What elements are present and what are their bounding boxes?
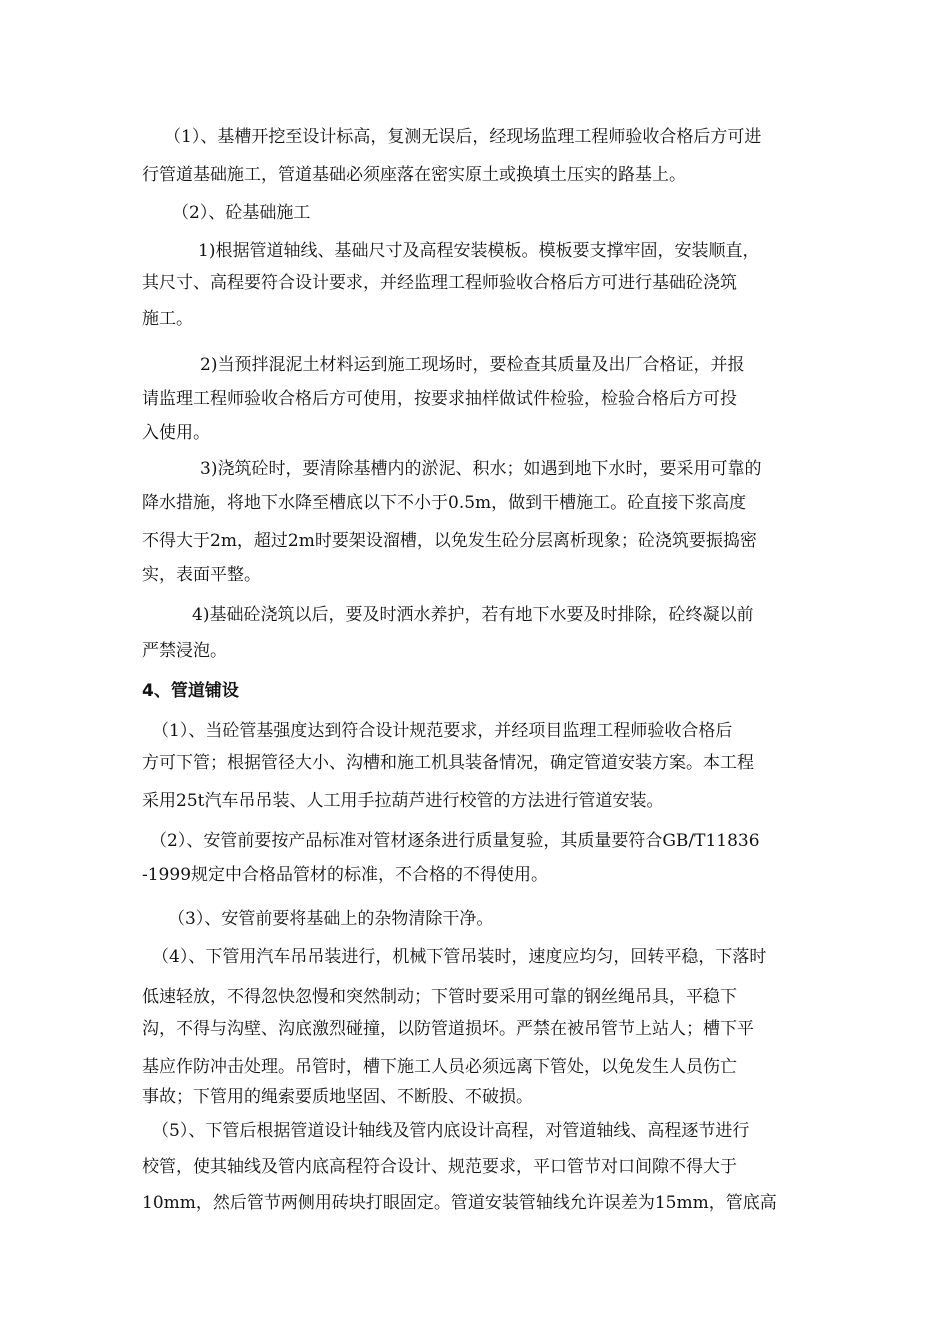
paragraph-line: 行管道基础施工，管道基础必须座落在密实原土或换填土压实的路基上。 — [142, 165, 686, 185]
paragraph-line: 降水措施，将地下水降至槽底以下不小于0.5m，做到干槽施工。砼直接下浆高度 — [142, 493, 747, 513]
paragraph-line: 4)基础砼浇筑以后，要及时洒水养护，若有地下水要及时排除，砼终凝以前 — [192, 605, 754, 625]
paragraph-line: （3）、安管前要将基础上的杂物清除干净。 — [168, 909, 494, 929]
paragraph-line: 其尺寸、高程要符合设计要求，并经监理工程师验收合格后方可进行基础砼浇筑 — [142, 273, 737, 293]
paragraph-line: 不得大于2m，超过2m时要架设溜槽，以免发生砼分层离析现象；砼浇筑要振捣密 — [142, 531, 757, 551]
paragraph-line: -1999规定中合格品管材的标准，不合格的不得使用。 — [142, 865, 549, 885]
paragraph-line: 入使用。 — [142, 423, 210, 443]
paragraph-line: 严禁浸泡。 — [142, 641, 227, 661]
paragraph-line: （5）、下管后根据管道设计轴线及管内底设计高程，对管道轴线、高程逐节进行 — [152, 1121, 750, 1141]
paragraph-line: 沟，不得与沟壁、沟底激烈碰撞，以防管道损坏。严禁在被吊管节上站人；槽下平 — [142, 1019, 754, 1039]
paragraph-line: （1）、基槽开挖至设计标高，复测无误后，经现场监理工程师验收合格后方可进 — [164, 127, 762, 147]
paragraph-line: 低速轻放，不得忽快忽慢和突然制动；下管时要采用可靠的钢丝绳吊具，平稳下 — [142, 987, 737, 1007]
paragraph-line: （2）、安管前要按产品标准对管材逐条进行质量复验，其质量要符合GB/T11836 — [150, 831, 760, 851]
paragraph-line: （2）、砼基础施工 — [172, 203, 311, 223]
paragraph-line: 校管，使其轴线及管内底高程符合设计、规范要求，平口管节对口间隙不得大于 — [142, 1157, 737, 1177]
paragraph-line: 事故；下管用的绳索要质地坚固、不断股、不破损。 — [142, 1087, 533, 1107]
paragraph-line: 施工。 — [142, 309, 193, 329]
section-heading: 4、管道铺设 — [142, 681, 239, 701]
paragraph-line: 1)根据管道轴线、基础尺寸及高程安装模板。模板要支撑牢固，安装顺直， — [198, 241, 760, 261]
paragraph-line: 2)当预拌混泥土材料运到施工现场时，要检查其质量及出厂合格证，并报 — [200, 355, 745, 375]
paragraph-line: 实，表面平整。 — [142, 565, 261, 585]
paragraph-line: （1）、当砼管基强度达到符合设计规范要求，并经项目监理工程师验收合格后 — [152, 721, 733, 741]
paragraph-line: 10mm，然后管节两侧用砖块打眼固定。管道安装管轴线允许误差为15mm，管底高 — [142, 1193, 777, 1213]
paragraph-line: 3)浇筑砼时，要清除基槽内的淤泥、积水；如遇到地下水时，要采用可靠的 — [200, 459, 762, 479]
paragraph-line: （4）、下管用汽车吊吊装进行，机械下管吊装时，速度应均匀，回转平稳，下落时 — [152, 947, 767, 967]
paragraph-line: 采用25t汽车吊吊装、人工用手拉葫芦进行校管的方法进行管道安装。 — [142, 791, 664, 811]
paragraph-line: 请监理工程师验收合格后方可使用，按要求抽样做试件检验，检验合格后方可投 — [142, 389, 737, 409]
paragraph-line: 方可下管；根据管径大小、沟槽和施工机具装备情况，确定管道安装方案。本工程 — [142, 753, 754, 773]
paragraph-line: 基应作防冲击处理。吊管时，槽下施工人员必须远离下管处，以免发生人员伤亡 — [142, 1057, 737, 1077]
